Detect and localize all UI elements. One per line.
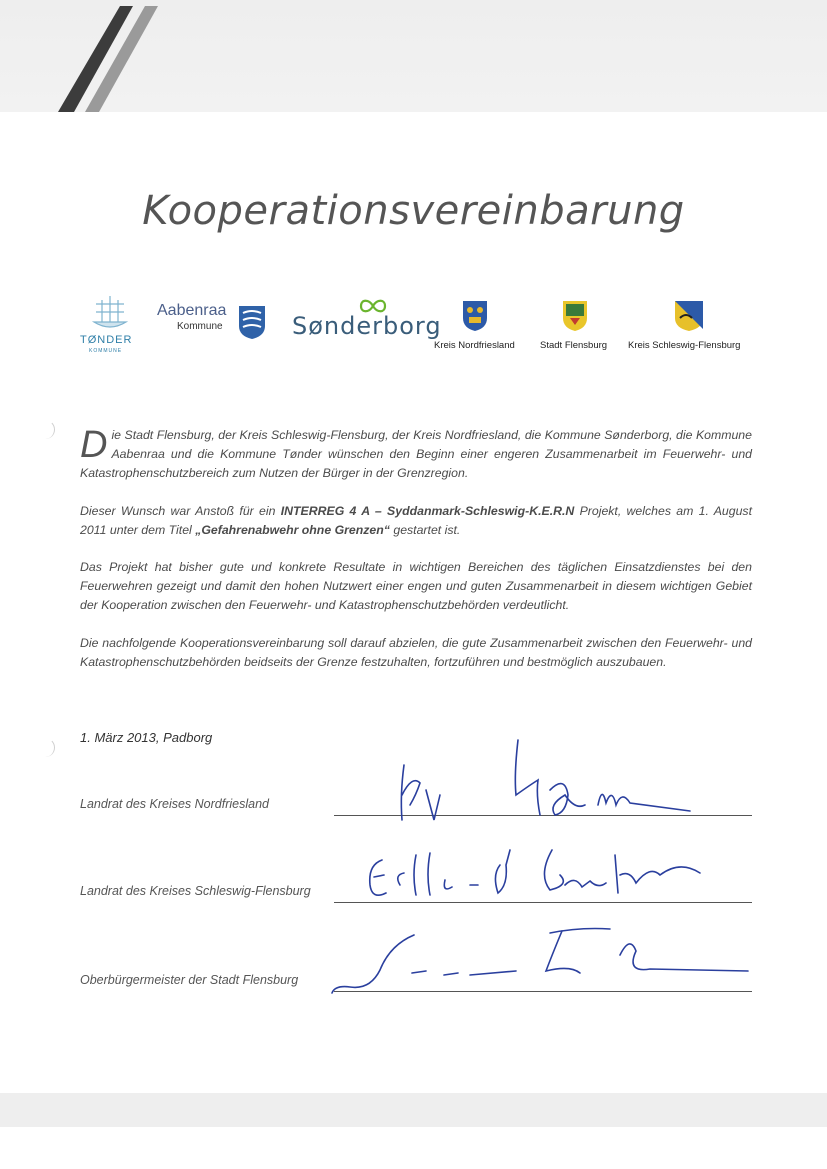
project-title: „Gefahrenabwehr ohne Grenzen“ (195, 523, 390, 537)
paragraph-project-text-b: Projekt, welches am 1. August 2011 unter dem Titel (80, 504, 752, 537)
nordfriesland-caption: Kreis Nordfriesland (434, 340, 515, 351)
header-stripes-graphic (0, 0, 170, 115)
aabenraa-shield-icon (237, 304, 267, 340)
date-place: 1. März 2013, Padborg (80, 730, 213, 745)
paragraph-project-text-a: Dieser Wunsch war Anstoß für ein (80, 504, 281, 518)
punch-hole-mark (36, 420, 55, 439)
tonder-name: TØNDER (80, 334, 133, 346)
signatory-label-stadt-flensburg: Oberbürgermeister der Stadt Flensburg (80, 973, 299, 987)
drop-cap: D (80, 424, 108, 466)
schleswig-flensburg-logo (628, 300, 753, 355)
signature-schleswig-flensburg (360, 845, 710, 910)
sonderborg-name: Sønderborg (292, 312, 442, 340)
document-title: Kooperationsvereinbarung (142, 188, 685, 234)
signatory-label-schleswig-flensburg: Landrat des Kreises Schleswig-Flensburg (80, 884, 311, 898)
signature-flensburg (330, 925, 750, 1000)
nordfriesland-logo (434, 300, 534, 355)
paragraph-results: Das Projekt hat bisher gute und konkrete Resultate in wichtigen Bereichen des täglichen Einsatzdienstes bei den Feuerwehren gezeigt und damit den hohen Nutzwert einer engen und guten Zusammenarbeit in diesem wichtigen Gebiet der Kooperation zwischen den Feuerwehr- und Katastrophenschutzbehörden verdeutlicht. (80, 560, 752, 612)
schleswig-flensburg-caption: Kreis Schleswig-Flensburg (628, 340, 741, 351)
project-name: INTERREG 4 A – Syddanmark-Schleswig-K.E.R.N (280, 504, 575, 518)
flensburg-caption: Stadt Flensburg (540, 340, 608, 351)
tonder-sub: KOMMUNE (89, 348, 123, 354)
partner-logos (0, 290, 827, 370)
aabenraa-sub: Kommune (177, 321, 223, 332)
sonderborg-logo (292, 298, 442, 348)
flensburg-logo (540, 300, 620, 355)
footer-band (0, 1093, 827, 1127)
nordfriesland-crest-icon (462, 300, 488, 332)
aabenraa-logo (157, 302, 272, 347)
tonder-ship-icon (90, 292, 130, 332)
paragraph-goal: Die nachfolgende Kooperationsvereinbarung soll darauf abzielen, die gute Zusammenarbeit zwischen den Feuerwehr- und Katastrophenschutzbehörden beidseits der Grenze festzuhalten, fortzuführen und bestmöglich auszubauen. (80, 636, 752, 669)
paragraph-project-text-c: gestartet ist. (389, 523, 461, 537)
paragraph-intro (80, 426, 752, 483)
signatory-label-nordfriesland: Landrat des Kreises Nordfriesland (80, 797, 269, 811)
paragraph-intro-text: ie Stadt Flensburg, der Kreis Schleswig-Flensburg, der Kreis Nordfriesland, die Kommune Sønderborg, die Kommune Aabenraa und die Kommune Tønder wünschen den Beginn einer engeren Zusammenarbeit im Feuerwehr- und Katastrophenschutzbereich zum Nutzen der Bürger in der Grenzregion. (80, 428, 752, 480)
schleswig-flensburg-crest-icon (674, 300, 704, 332)
flensburg-crest-icon (562, 300, 588, 332)
paragraph-project (80, 502, 752, 540)
aabenraa-name: Aabenraa (157, 302, 227, 319)
signature-nordfriesland (390, 735, 700, 830)
tonder-logo (80, 290, 140, 360)
punch-hole-mark (36, 738, 55, 757)
